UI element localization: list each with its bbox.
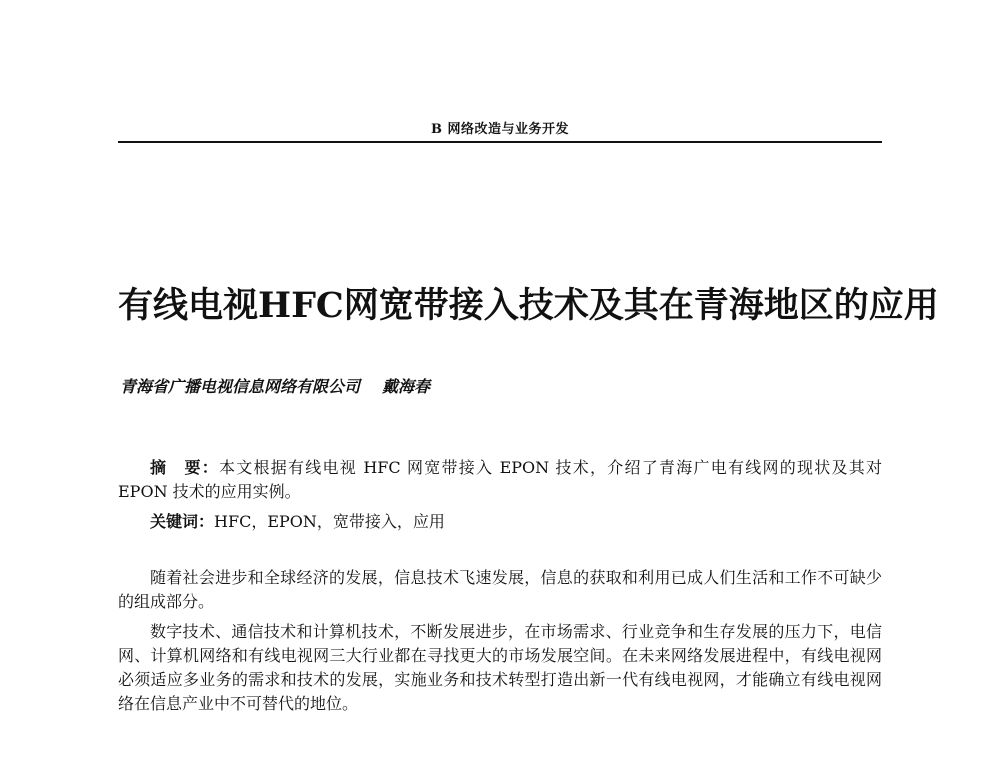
body-paragraph-2: [118, 620, 882, 716]
author-name: 戴海春: [382, 377, 431, 396]
affiliation: 青海省广播电视信息网络有限公司: [120, 377, 361, 396]
article-title: 有线电视HFC网宽带接入技术及其在青海地区的应用: [118, 285, 939, 326]
keywords: [118, 510, 882, 534]
paragraph-text: 数字技术、通信技术和计算机技术，不断发展进步，在市场需求、行业竞争和生存发展的压力下，电信网、计算机网络和有线电视网三大行业都在寻找更大的市场发展空间。在未来网络发展进程中，有线电视网必须适应多业务的需求和技术的发展，实施业务和技术转型打造出新一代有线电视网，才能确立有线电视网络在信息产业中不可替代的地位。: [118, 622, 882, 713]
header-rule: [118, 141, 882, 143]
keywords-label: 关键词：: [150, 512, 215, 531]
abstract: [118, 456, 882, 504]
author-line: [120, 374, 430, 397]
running-head: B 网络改造与业务开发: [430, 122, 569, 137]
body-paragraph-1: [118, 566, 882, 614]
abstract-text: 本文根据有线电视 HFC 网宽带接入 EPON 技术，介绍了青海广电有线网的现状及其对 EPON 技术的应用实例。: [118, 458, 882, 501]
paragraph-text: 随着社会进步和全球经济的发展，信息技术飞速发展，信息的获取和利用已成人们生活和工作不可缺少的组成部分。: [118, 568, 882, 611]
keywords-text: HFC，EPON，宽带接入，应用: [214, 512, 445, 531]
abstract-label: 摘 要：: [150, 458, 220, 477]
